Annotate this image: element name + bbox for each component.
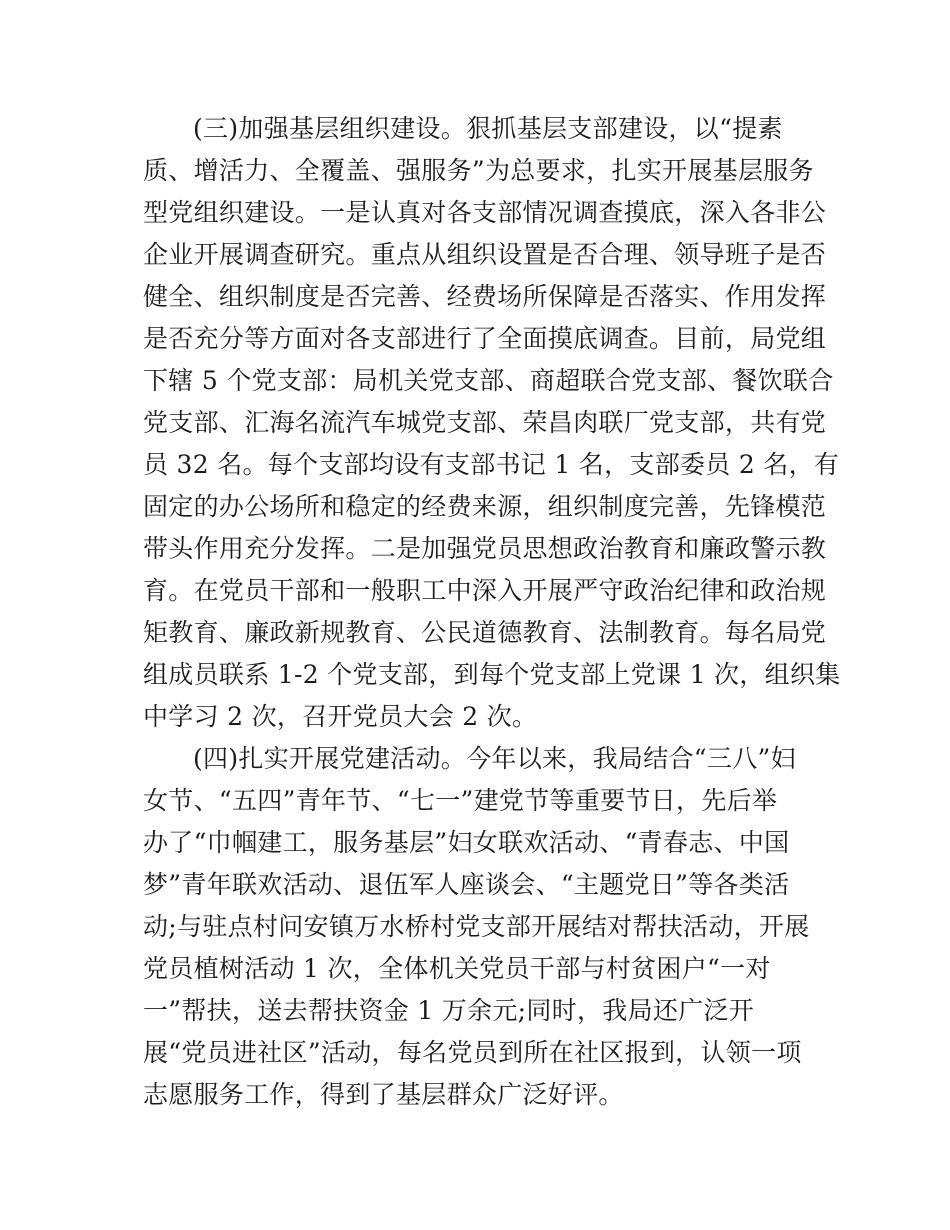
text-line: 党员植树活动 1 次，全体机关党员干部与村贫困户“一对 (143, 954, 771, 983)
paragraph-party-activities (143, 738, 813, 1116)
text-line: 展“党员进社区”活动，每名党员到所在社区报到，认领一项 (143, 1038, 802, 1067)
text-line: 办了“巾帼建工，服务基层”妇女联欢活动、“青春志、中国 (143, 828, 790, 857)
text-line: 梦”青年联欢活动、退伍军人座谈会、“主题党日”等各类活 (143, 870, 790, 899)
text-line: 中学习 2 次，召开党员大会 2 次。 (143, 702, 538, 731)
text-line: 健全、组织制度是否完善、经费场所保障是否落实、作用发挥 (143, 282, 827, 311)
text-line: 动;与驻点村问安镇万水桥村党支部开展结对帮扶活动，开展 (143, 912, 810, 941)
text-line: 一”帮扶，送去帮扶资金 1 万余元;同时，我局还广泛开 (143, 996, 755, 1025)
text-line: 员 32 名。每个支部均设有支部书记 1 名，支部委员 2 名，有 (143, 450, 840, 479)
text-line: 是否充分等方面对各支部进行了全面摸底调查。目前，局党组 (143, 324, 827, 353)
text-line: 企业开展调查研究。重点从组织设置是否合理、领导班子是否 (143, 240, 827, 269)
document-body (143, 108, 841, 1116)
paragraph-organization-building (143, 108, 841, 738)
text-line: (三)加强基层组织建设。狠抓基层支部建设，以“提素 (193, 114, 783, 143)
text-line: 带头作用充分发挥。二是加强党员思想政治教育和廉政警示教 (143, 534, 827, 563)
text-line: 矩教育、廉政新规教育、公民道德教育、法制教育。每名局党 (143, 618, 827, 647)
text-line: 组成员联系 1-2 个党支部，到每个党支部上党课 1 次，组织集 (143, 660, 841, 689)
text-line: 育。在党员干部和一般职工中深入开展严守政治纪律和政治规 (143, 576, 827, 605)
text-line: 质、增活力、全覆盖、强服务”为总要求，扎实开展基层服务 (143, 156, 814, 185)
text-line: 型党组织建设。一是认真对各支部情况调查摸底，深入各非公 (143, 198, 827, 227)
text-line: 固定的办公场所和稳定的经费来源，组织制度完善，先锋模范 (143, 492, 827, 521)
text-line: 下辖 5 个党支部：局机关党支部、商超联合党支部、餐饮联合 (143, 366, 834, 395)
text-line: 党支部、汇海名流汽车城党支部、荣昌肉联厂党支部，共有党 (143, 408, 827, 437)
text-line: 志愿服务工作，得到了基层群众广泛好评。 (143, 1080, 624, 1109)
text-line: (四)扎实开展党建活动。今年以来，我局结合“三八”妇 (193, 744, 796, 773)
text-line: 女节、“五四”青年节、“七一”建党节等重要节日，先后举 (143, 786, 778, 815)
